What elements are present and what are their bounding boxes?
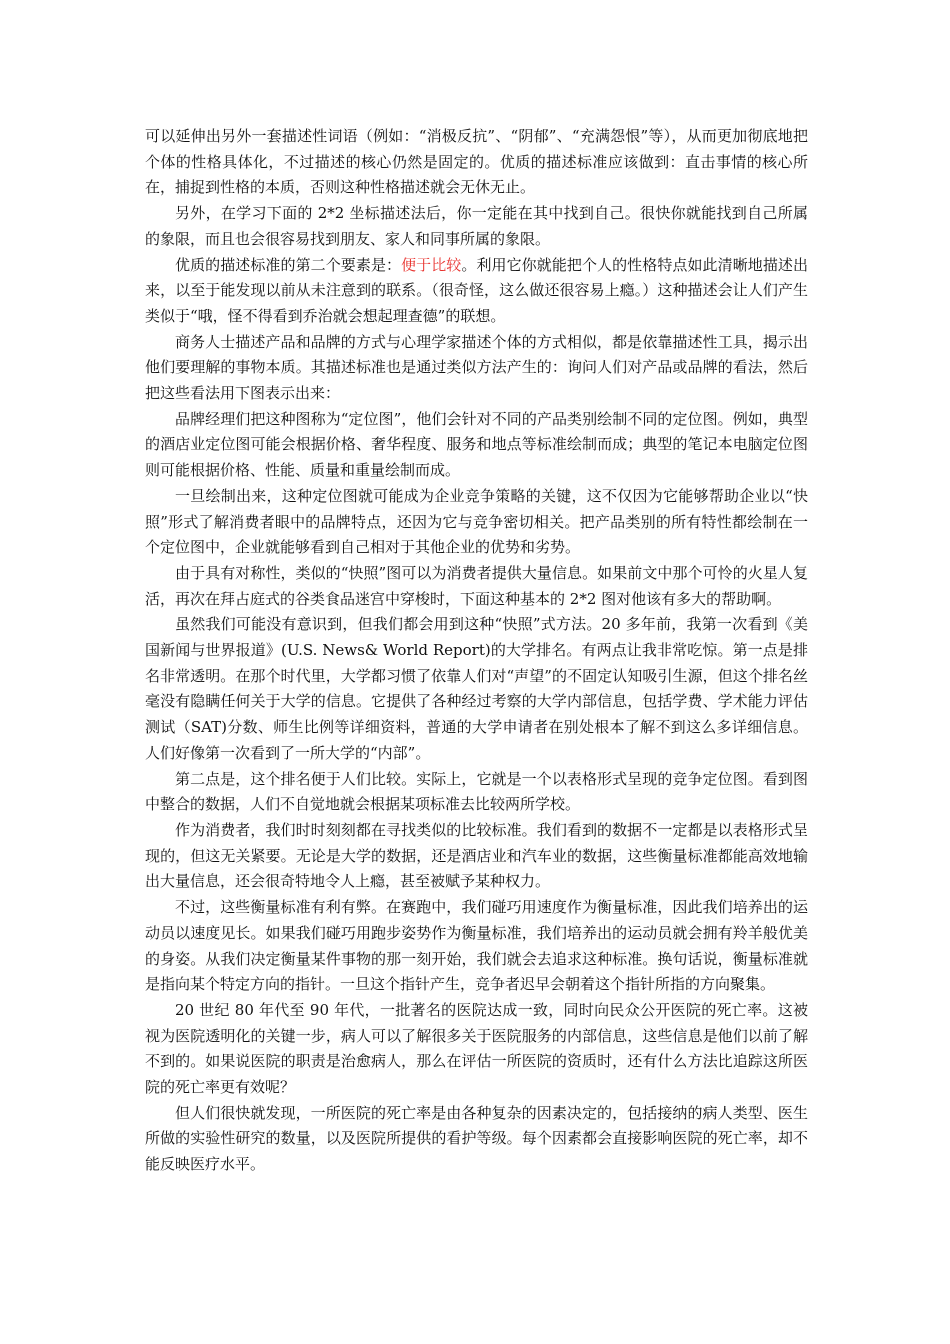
paragraph-3-lead: 优质的描述标准的第二个要素是： <box>175 255 402 274</box>
paragraph-10: 作为消费者，我们时时刻刻都在寻找类似的比较标准。我们看到的数据不一定都是以表格形式呈现的，但这无关紧要。无论是大学的数据，还是酒店业和汽车业的数据，这些衡量标准都能高效地输出大量信息，还会很奇特地令人上瘾，甚至被赋予某种权力。 <box>145 820 808 891</box>
highlighted-term: 便于比较 <box>401 255 462 274</box>
paragraph-11: 不过，这些衡量标准有利有弊。在赛跑中，我们碰巧用速度作为衡量标准，因此我们培养出的运动员以速度见长。如果我们碰巧用跑步姿势作为衡量标准，我们培养出的运动员就会拥有羚羊般优美的身姿。从我们决定衡量某件事物的那一刻开始，我们就会去追求这种标准。换句话说，衡量标准就是指向某个特定方向的指针。一旦这个指针产生，竞争者迟早会朝着这个指针所指的方向聚集。 <box>145 898 808 994</box>
paragraph-12: 20 世纪 80 年代至 90 年代，一批著名的医院达成一致，同时向民众公开医院的死亡率。这被视为医院透明化的关键一步，病人可以了解很多关于医院服务的内部信息，这些信息是他们以前了解不到的。如果说医院的职责是治愈病人，那么在评估一所医院的资质时，还有什么方法比追踪这所医院的死亡率更有效呢？ <box>145 1000 808 1097</box>
document-body <box>145 124 808 1178</box>
paragraph-1: 可以延伸出另外一套描述性词语（例如：“消极反抗”、“阴郁”、“充满怨恨”等），从而更加彻底地把个体的性格具体化，不过描述的核心仍然是固定的。优质的描述标准应该做到：直击事情的核心所在，捕捉到性格的本质，否则这种性格描述就会无休无止。 <box>145 127 808 197</box>
paragraph-7: 由于具有对称性，类似的“快照”图可以为消费者提供大量信息。如果前文中那个可怜的火星人复活，再次在拜占庭式的谷类食品迷宫中穿梭时，下面这种基本的 2*2 图对他该有多大的帮助啊。 <box>145 563 808 608</box>
paragraph-2: 另外，在学习下面的 2*2 坐标描述法后，你一定能在其中找到自己。很快你就能找到自己所属的象限，而且也会很容易找到朋友、家人和同事所属的象限。 <box>145 204 808 248</box>
paragraph-8: 虽然我们可能没有意识到，但我们都会用到这种“快照”式方法。20 多年前，我第一次看到《美国新闻与世界报道》(U.S. News& World Report)的大学排名。有两点让我非常吃惊。第一点是排名非常透明。在那个时代里，大学都习惯了依靠人们对“声望”的不固定认知吸引生源，但这个排名丝毫没有隐瞒任何关于大学的信息。它提供了各种经过考察的大学内部信息，包括学费、学术能力评估测试（SAT)分数、师生比例等详细资料，普通的大学申请者在别处根本了解不到这么多详细信息。人们好像第一次看到了一所大学的“内部”。 <box>145 615 808 762</box>
paragraph-6: 一旦绘制出来，这种定位图就可能成为企业竞争策略的关键，这不仅因为它能够帮助企业以“快照”形式了解消费者眼中的品牌特点，还因为它与竞争密切相关。把产品类别的所有特性都绘制在一个定位图中，企业就能够看到自己相对于其他企业的优势和劣势。 <box>145 486 808 557</box>
paragraph-9: 第二点是，这个排名便于人们比较。实际上，它就是一个以表格形式呈现的竞争定位图。看到图中整合的数据，人们不自觉地就会根据某项标准去比较两所学校。 <box>145 769 808 814</box>
paragraph-4: 商务人士描述产品和品牌的方式与心理学家描述个体的方式相似，都是依靠描述性工具，揭示出他们要理解的事物本质。其描述标准也是通过类似方法产生的：询问人们对产品或品牌的看法，然后把这些看法用下图表示出来： <box>145 332 808 403</box>
paragraph-5: 品牌经理们把这种图称为“定位图”，他们会针对不同的产品类别绘制不同的定位图。例如，典型的酒店业定位图可能会根据价格、奢华程度、服务和地点等标准绘制而成；典型的笔记本电脑定位图则可能根据价格、性能、质量和重量绘制而成。 <box>145 409 808 480</box>
paragraph-13: 但人们很快就发现，一所医院的死亡率是由各种复杂的因素决定的，包括接纳的病人类型、医生所做的实验性研究的数量，以及医院所提供的看护等级。每个因素都会直接影响医院的死亡率，却不能反映医疗水平。 <box>145 1103 808 1174</box>
paragraph-3-rest: 。利用它你就能把个人的性格特点如此清晰地描述出来，以至于能发现以前从未注意到的联系。（很奇怪，这么做还很容易上瘾。）这种描述会让人们产生类似于“哦，怪不得看到乔治就会想起理查德”的联想。 <box>145 255 808 325</box>
paragraph-3 <box>145 253 808 330</box>
